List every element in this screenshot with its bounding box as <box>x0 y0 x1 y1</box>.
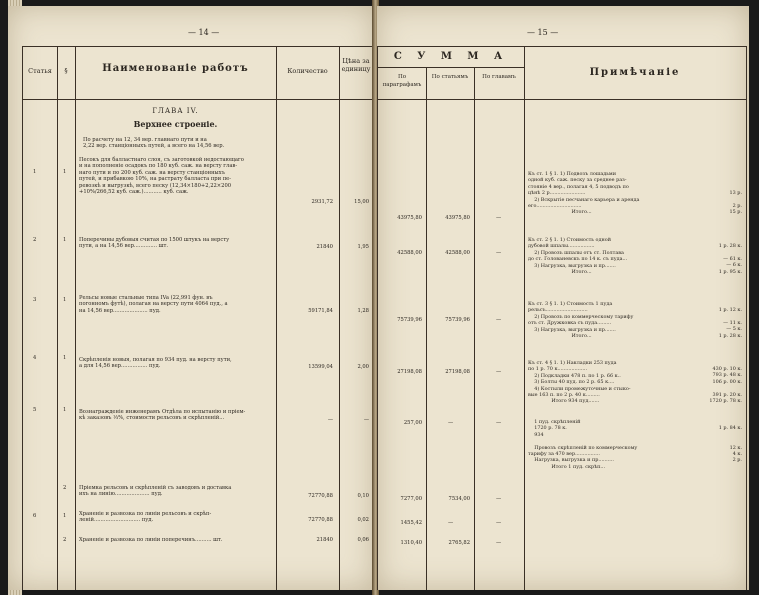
header-unit-price: Цѣна за единицу <box>341 57 371 73</box>
row-7-article: 6 <box>33 513 37 519</box>
row-6-price: 0,10 <box>357 493 369 499</box>
sum-row-6-article: 7534,00 <box>448 496 470 502</box>
sum-row-5-article: — <box>448 420 454 426</box>
row-5-article: 5 <box>33 407 37 413</box>
note-2-amounts: 1 р. 28 к. — 61 к. — 6 к. 1 р. 95 к. <box>718 243 742 275</box>
row-2-description: Поперечины дубовыя считая по 1500 штукъ на версту пути, а на 14,56 вер.............. шт. <box>79 237 230 250</box>
sum-row-4-article: 27198,08 <box>445 369 470 375</box>
row-5-price: — <box>363 417 369 423</box>
note-3-text: Къ ст. 3 § 1. 1) Стоимость 1 пуда рельсъ........................... 2) Провозъ по коммерческому тарифу отъ ст. Дружковка съ пуда......... 3) Нагрузка, выгрузка и пр....... Итого... <box>528 301 634 340</box>
sum-row-7-chapter: — <box>496 520 502 526</box>
row-8-price: 0,06 <box>357 537 369 543</box>
sum-row-1-paragraph: 43975,80 <box>397 215 422 221</box>
row-1-paragraph: 1 <box>63 169 67 175</box>
row-2-paragraph: 1 <box>63 237 67 243</box>
row-4-description: Скрѣпленія новыя, полагая по 934 пуд. на версту пути, а для 14,56 вер................ пуд. <box>79 357 232 370</box>
sum-row-8-article: 2765,82 <box>448 540 470 546</box>
row-8-description: Храненіе и развозка по линіи поперечинъ.......... шт. <box>79 537 223 543</box>
row-5-paragraph: 1 <box>63 407 67 413</box>
sum-row-8-paragraph: 1310,40 <box>400 540 422 546</box>
left-page-number: — 14 — <box>188 28 220 37</box>
sum-row-2-chapter: — <box>496 250 502 256</box>
row-3-paragraph: 1 <box>63 297 67 303</box>
row-7-price: 0,02 <box>357 517 369 523</box>
row-5-quantity: — <box>327 417 333 423</box>
note-1-text: Къ ст. 1 § 1. 1) Подвозъ лошадьми одной куб. саж. песку за среднее раз- стояніе 4 вер., полагая 4, 5 подводъ по цѣнѣ 2 р....................... 2) Вскрытіе песчанаго карьера и аренда его............................. Итого... <box>528 171 640 216</box>
row-1-description: Песокъ для балластнаго слоя, съ заготовкой недостающаго и на пополненіе осадокъ по 180 куб. саж. на версту глав- наго пути и по 200 куб. саж. на версту станціонныхъ путей, и прибавкою 10%, на растрату балласта при пе- ревозкѣ и выгрузкѣ, всего песку (12,34×180+2,22×200 +10%/266,52 куб. саж.)........... куб. саж. <box>79 157 244 196</box>
row-7-quantity: 72770,88 <box>308 517 333 523</box>
row-1-price: 15,00 <box>354 199 369 205</box>
row-2-price: 1,95 <box>357 244 369 250</box>
row-1-quantity: 2931,72 <box>311 199 333 205</box>
sum-row-1-article: 43975,80 <box>445 215 470 221</box>
header-article: Статья <box>28 67 52 75</box>
row-3-article: 3 <box>33 297 37 303</box>
section-intro: По расчету на 12, 34 вер. главнаго пути и на 2,22 вер. станціонныхъ путей, а всего на 14,56 вер. <box>83 137 225 150</box>
sum-row-5-paragraph: 257,00 <box>403 420 422 426</box>
right-page-number: — 15 — <box>527 28 559 37</box>
section-title: Верхнее строеніе. <box>133 119 218 129</box>
right-table <box>377 46 747 590</box>
row-4-quantity: 13599,04 <box>308 364 333 370</box>
note-1-amounts: 13 р. 2 р. 15 р. <box>729 190 742 216</box>
note-5-text: 1 пуд. скрѣпленій 1720 р. 78 к. 934 Провозъ скрѣпленій по коммерческому тарифу за 470 вер................ Нагрузка, выгрузка и пр.......... Итого 1 пуд. скрѣп... <box>528 419 638 470</box>
row-4-article: 4 <box>33 355 37 361</box>
row-3-description: Рельсы новые стальные типа IVa (22,991 фун. въ погонномъ футѣ), полагая на версту пути 4064 пуд., а на 14,56 вер..................... пуд. <box>79 295 228 314</box>
header-by-chapter: По главамъ <box>482 74 516 80</box>
sum-row-5-chapter: — <box>496 420 502 426</box>
row-2-article: 2 <box>33 237 37 243</box>
header-quantity: Количество <box>287 67 328 75</box>
sum-row-4-chapter: — <box>496 369 502 375</box>
row-8-quantity: 21840 <box>316 537 333 543</box>
row-8-paragraph: 2 <box>63 537 67 543</box>
row-2-quantity: 21840 <box>316 244 333 250</box>
sum-row-4-paragraph: 27198,08 <box>397 369 422 375</box>
row-6-description: Пріемка рельсовъ и скрѣпленій съ заводовъ и доставка ихъ на линію..................... пуд. <box>79 485 232 498</box>
sum-row-6-chapter: — <box>496 496 502 502</box>
left-page <box>8 6 374 590</box>
row-6-paragraph: 2 <box>63 485 67 491</box>
sum-row-3-paragraph: 75739,96 <box>397 317 422 323</box>
sum-row-8-chapter: — <box>496 540 502 546</box>
chapter-title: ГЛАВА IV. <box>152 107 199 115</box>
header-notes: Примѣчаніе <box>589 67 681 78</box>
row-7-description: Храненіе и развозка по линіи рельсовъ и скрѣп- леній............................ пуд. <box>79 511 212 524</box>
left-table <box>22 46 374 590</box>
sum-row-2-paragraph: 42588,00 <box>397 250 422 256</box>
sum-row-3-chapter: — <box>496 317 502 323</box>
sum-row-6-paragraph: 7277,00 <box>400 496 422 502</box>
sum-row-7-paragraph: 1455,42 <box>400 520 422 526</box>
sum-row-3-article: 75739,96 <box>445 317 470 323</box>
sum-row-1-chapter: — <box>496 215 502 221</box>
note-3-amounts: 1 р. 12 к. — 11 к. — 5 к. 1 р. 28 к. <box>718 307 742 339</box>
sum-row-7-article: — <box>448 520 454 526</box>
row-6-quantity: 72770,88 <box>308 493 333 499</box>
summa-header: С У М М А <box>393 51 509 62</box>
header-work-name: Наименованіе работъ <box>102 63 249 74</box>
row-4-paragraph: 1 <box>63 355 67 361</box>
row-7-paragraph: 1 <box>63 513 67 519</box>
row-4-price: 2,00 <box>357 364 369 370</box>
note-4-amounts: 430 р. 10 к. 793 р. 48 к. 106 р. 00 к. 391 р. 20 к. 1720 р. 78 к. <box>709 366 742 405</box>
note-5-amounts: 1 р. 84 к. 12 к. 4 к. 2 р. <box>718 425 742 464</box>
right-page <box>377 6 749 590</box>
note-2-text: Къ ст. 2 § 1. 1) Стоимость одной дубовой шпалы................. 2) Провозъ шпалы отъ ст. Полтава до ст. Голованевскъ по 14 к. съ пуда... 3) Нагрузка, выгрузка и пр....... Итого... <box>528 237 628 276</box>
sum-row-2-article: 42588,00 <box>445 250 470 256</box>
header-by-article: По статьямъ <box>431 74 469 80</box>
header-by-paragraph: По параграфамъ <box>382 74 422 88</box>
row-3-price: 1,28 <box>357 308 369 314</box>
note-4-text: Къ ст. 4 § 1. 1) Накладки 253 пуда по 1 р. 70 к................... 2) Подкладки 478 п. по 1 р. 66 к.. 3) Болты 40 пуд. по 2 р. 65 к.... 4) Костыли промежуточные и стыко- вые 163 п. по 2 р. 40 к......... Итого 934 пуд....... <box>528 360 631 405</box>
header-paragraph: § <box>64 67 68 75</box>
row-1-article: 1 <box>33 169 37 175</box>
row-5-description: Вознагражденіе инженерамъ Отдѣла по испытанію и пріем- кѣ заказовъ ⅓%, стоимости рельсовъ и скрѣпленій... <box>79 409 246 422</box>
row-3-quantity: 59171,84 <box>308 308 333 314</box>
